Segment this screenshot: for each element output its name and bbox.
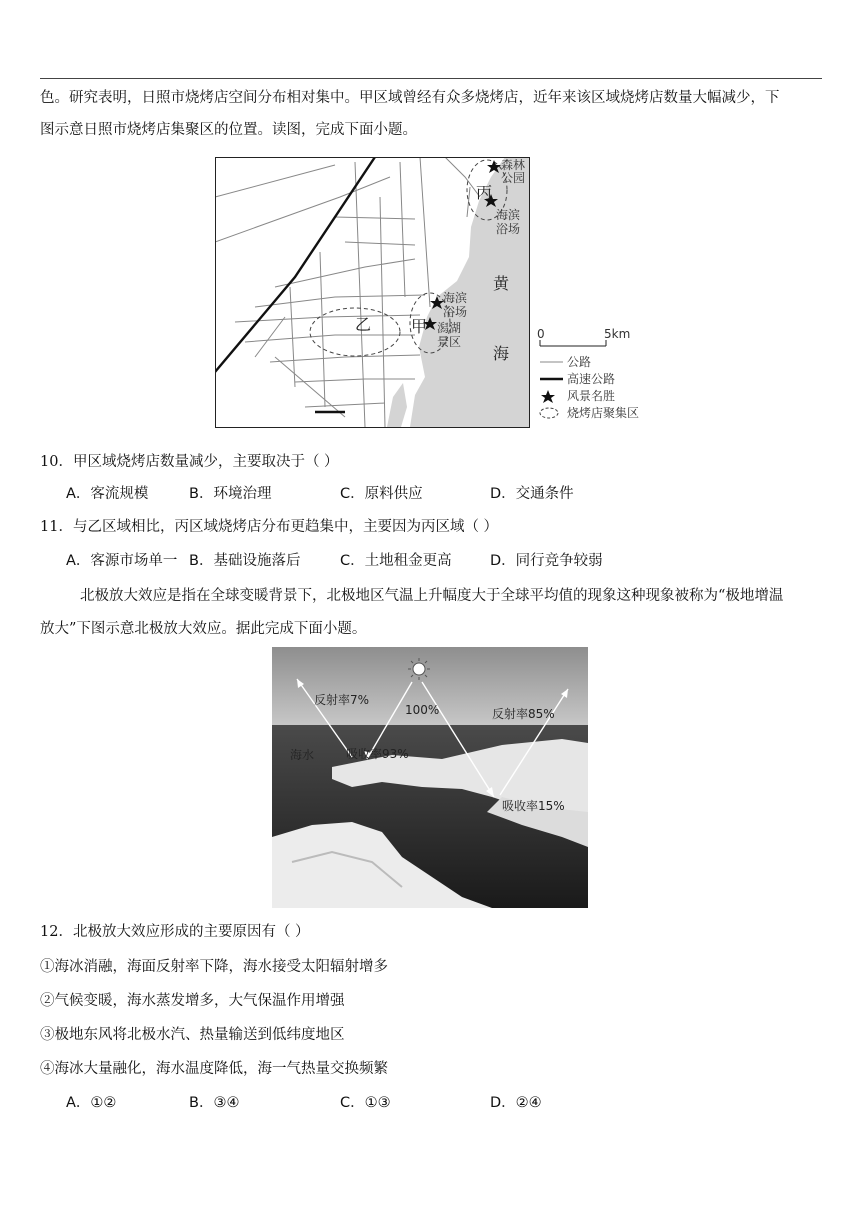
legend-expressway: 高速公路 [567, 372, 616, 386]
q12-item-2: ②气候变暖，海水蒸发增多，大气保温作用增强 [40, 993, 345, 1009]
absorb-right-label: 吸收率15% [502, 799, 565, 813]
forest-park-label-2: 公园 [501, 171, 526, 185]
sea-label-2: 海 [493, 344, 510, 363]
scale-zero: 0 [537, 327, 545, 341]
q11-option-a[interactable]: A．客源市场单一 [66, 553, 178, 569]
legend-star-icon [541, 390, 555, 403]
q10-option-d[interactable]: D．交通条件 [490, 486, 574, 502]
beach-south-label-2: 浴场 [443, 305, 468, 319]
map-legend [540, 355, 639, 420]
q12-option-c[interactable]: C．①③ [340, 1095, 391, 1111]
q11-option-c[interactable]: C．土地租金更高 [340, 553, 452, 569]
reflect-right-label: 反射率85% [492, 707, 555, 721]
q11-stem: 11．与乙区域相比，丙区域烧烤店分布更趋集中，主要因为丙区域（ ） [40, 519, 499, 535]
q12-stem: 12．北极放大效应形成的主要原因有（ ） [40, 924, 310, 940]
yi-label: 乙 [355, 315, 372, 334]
jia-label: 甲 [411, 317, 428, 336]
forest-park-label-1: 森林 [501, 158, 526, 172]
seawater-label: 海水 [290, 748, 315, 762]
beach-north-label-1: 海滨 [496, 208, 521, 222]
rizhao-map-figure [215, 157, 645, 429]
legend-scenic: 风景名胜 [567, 389, 616, 403]
intro-line-1: 色。研究表明，日照市烧烤店空间分布相对集中。甲区域曾经有众多烧烤店，近年来该区域烧烤店数量大幅减少，下 [40, 90, 780, 106]
bing-label: 丙 [476, 183, 493, 202]
q11-option-d[interactable]: D．同行竞争较弱 [490, 553, 603, 569]
legend-road: 公路 [567, 355, 592, 369]
expressway-west [215, 157, 375, 372]
q10-option-b[interactable]: B．环境治理 [189, 486, 272, 502]
q11-option-b[interactable]: B．基础设施落后 [189, 553, 301, 569]
sea-label-1: 黄 [493, 274, 510, 293]
absorb-left-label: 吸收率93% [346, 747, 409, 761]
scale-end: 5km [604, 327, 631, 341]
lagoon-label-2: 景区 [437, 335, 462, 349]
q12-item-1: ①海冰消融，海面反射率下降，海水接受太阳辐射增多 [40, 959, 388, 975]
q10-stem: 10．甲区域烧烤店数量减少，主要取决于（ ） [40, 454, 339, 470]
lagoon-label-1: 潟湖 [437, 321, 462, 335]
q12-item-3: ③极地东风将北极水汽、热量输送到低纬度地区 [40, 1027, 345, 1043]
q12-option-a[interactable]: A．①② [66, 1095, 117, 1111]
q12-item-4: ④海冰大量融化，海水温度降低，海一气热量交换频繁 [40, 1061, 388, 1077]
reflect-left-label: 反射率7% [314, 693, 370, 707]
arctic-amplification-photo [272, 647, 588, 908]
beach-south-label-1: 海滨 [443, 291, 468, 305]
passage-line-2: 放大”下图示意北极放大效应。据此完成下面小题。 [40, 621, 367, 637]
q12-option-d[interactable]: D．②④ [490, 1095, 542, 1111]
header-rule [40, 78, 822, 79]
passage-line-1: 北极放大效应是指在全球变暖背景下，北极地区气温上升幅度大于全球平均值的现象这种现象被称为“极地增温 [80, 588, 784, 604]
intro-line-2: 图示意日照市烧烤店集聚区的位置。读图，完成下面小题。 [40, 122, 417, 138]
incoming-label: 100% [405, 703, 440, 717]
lagoon-water [387, 383, 407, 427]
q10-option-c[interactable]: C．原料供应 [340, 486, 423, 502]
legend-cluster: 烧烤店聚集区 [567, 406, 640, 420]
q12-option-b[interactable]: B．③④ [189, 1095, 240, 1111]
scale-bar [537, 327, 630, 346]
yellow-sea-area [410, 157, 529, 427]
beach-north-label-2: 浴场 [496, 222, 521, 236]
q10-option-a[interactable]: A．客流规模 [66, 486, 149, 502]
